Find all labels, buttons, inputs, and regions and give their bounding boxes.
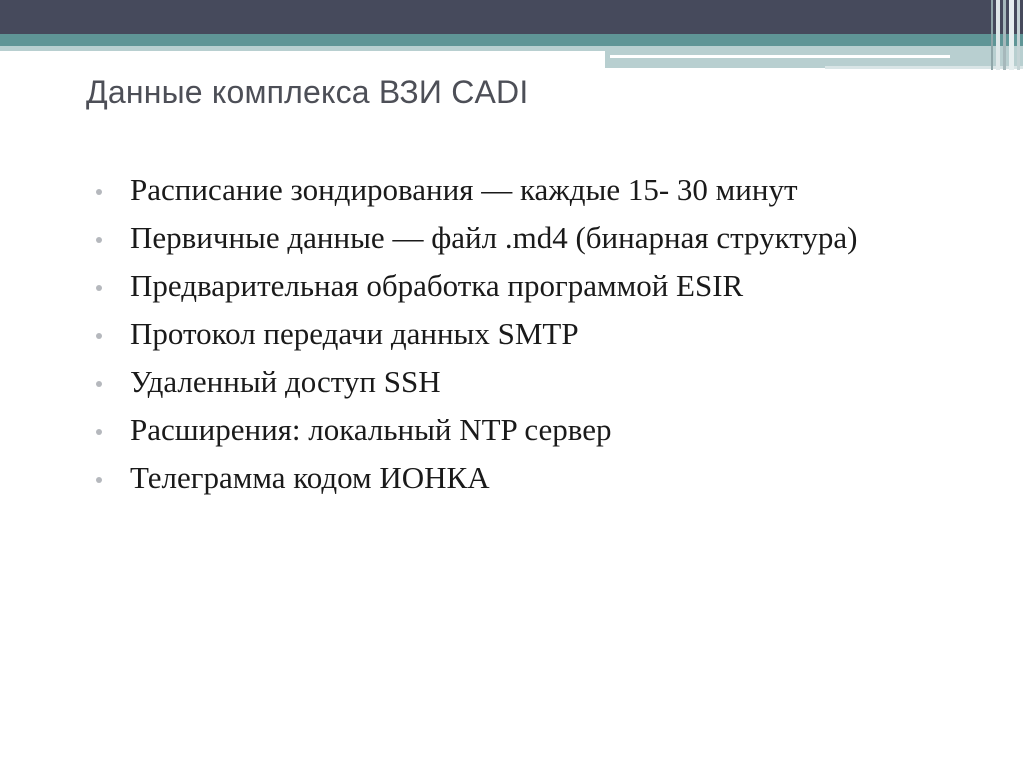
header-band-teal xyxy=(0,34,1023,46)
bullet-text: Расписание зондирования — каждые 15- 30 минут xyxy=(130,172,798,207)
bullet-text: Первичные данные — файл .md4 (бинарная структура) xyxy=(130,220,858,255)
bullet-dot-icon xyxy=(96,333,102,339)
bullet-dot-icon xyxy=(96,477,102,483)
bullet-dot-icon xyxy=(96,285,102,291)
bullet-dot-icon xyxy=(96,189,102,195)
bullet-text: Протокол передачи данных SMTP xyxy=(130,316,579,351)
bullet-item xyxy=(96,170,956,209)
header-stripes xyxy=(991,0,1023,70)
bullet-dot-icon xyxy=(96,237,102,243)
header-band-dark xyxy=(0,0,1023,34)
header-accent-line xyxy=(610,55,950,58)
bullet-item xyxy=(96,266,956,305)
bullet-list xyxy=(96,170,956,506)
bullet-item xyxy=(96,314,956,353)
bullet-item xyxy=(96,410,956,449)
bullet-item xyxy=(96,458,956,497)
bullet-dot-icon xyxy=(96,429,102,435)
bullet-text: Телеграмма кодом ИОНКА xyxy=(130,460,490,495)
header-band-light-left xyxy=(0,46,605,51)
bullet-item xyxy=(96,218,956,257)
slide-title: Данные комплекса ВЗИ CADI xyxy=(86,74,529,110)
bullet-dot-icon xyxy=(96,381,102,387)
bullet-item xyxy=(96,362,956,401)
bullet-text: Удаленный доступ SSH xyxy=(130,364,441,399)
bullet-text: Предварительная обработка программой ESIR xyxy=(130,268,744,303)
bullet-text: Расширения: локальный NTP сервер xyxy=(130,412,612,447)
